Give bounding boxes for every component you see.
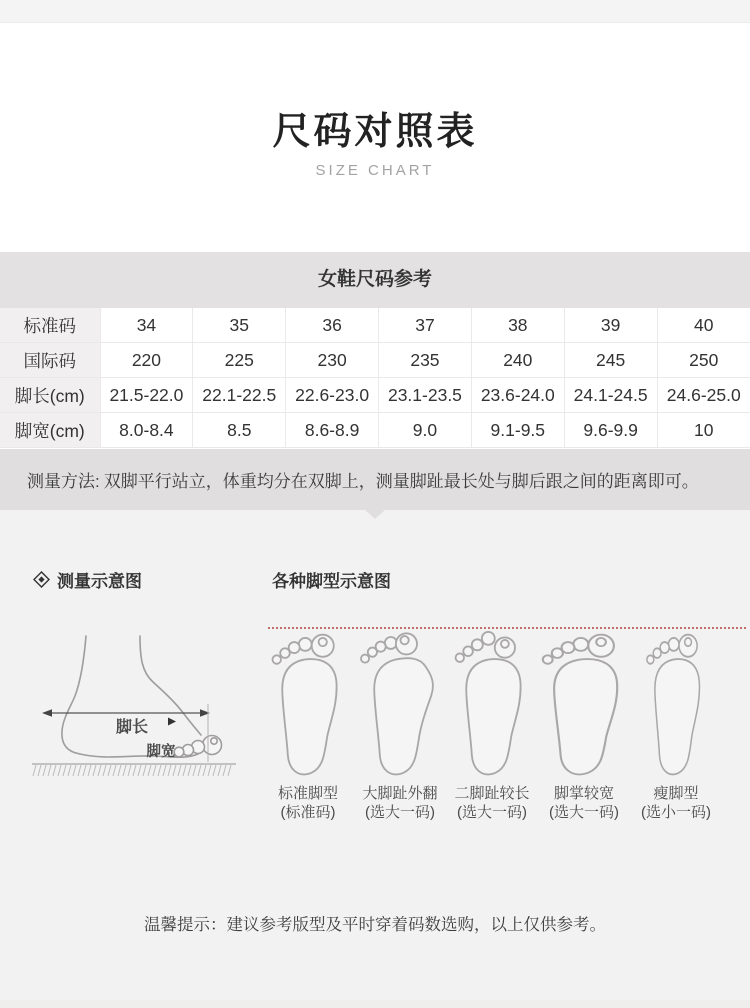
foot-type-advice: (选大一码) bbox=[365, 804, 435, 821]
size-cell: 23.6-24.0 bbox=[471, 378, 564, 413]
measure-method-text: 双脚平行站立，体重均分在双脚上，测量脚趾最长处与脚后跟之间的距离即可。 bbox=[103, 472, 699, 491]
foot-type-name: 大脚趾外翻 bbox=[362, 785, 438, 802]
foot-outline bbox=[446, 630, 538, 782]
size-cell: 220 bbox=[100, 343, 193, 378]
foot-type-item bbox=[354, 630, 446, 822]
size-cell: 250 bbox=[657, 343, 750, 378]
foot-outline bbox=[354, 630, 446, 782]
size-cell: 8.0-8.4 bbox=[100, 413, 193, 448]
foot-type-name: 瘦脚型 bbox=[653, 785, 699, 802]
size-cell: 240 bbox=[471, 343, 564, 378]
size-table-title: 女鞋尺码参考 bbox=[0, 252, 750, 308]
size-cell: 35 bbox=[193, 308, 286, 343]
size-cell: 9.1-9.5 bbox=[471, 413, 564, 448]
size-cell: 40 bbox=[657, 308, 750, 343]
foot-width-label: 脚宽 bbox=[146, 744, 176, 760]
foot-outline bbox=[538, 630, 630, 782]
foot-outline bbox=[262, 630, 354, 782]
size-cell: 23.1-23.5 bbox=[379, 378, 472, 413]
size-cell: 8.6-8.9 bbox=[286, 413, 379, 448]
top-strip bbox=[0, 0, 750, 23]
size-cell: 9.0 bbox=[379, 413, 472, 448]
measure-method-label: 测量方法: bbox=[27, 472, 100, 491]
size-cell: 225 bbox=[193, 343, 286, 378]
page-subtitle: SIZE CHART bbox=[315, 162, 435, 179]
size-cell: 22.1-22.5 bbox=[193, 378, 286, 413]
size-cell: 38 bbox=[471, 308, 564, 343]
foot-outline bbox=[630, 630, 722, 782]
size-cell: 37 bbox=[379, 308, 472, 343]
foot-length-label: 脚长 bbox=[115, 719, 149, 736]
toe-reference-dotted-line bbox=[268, 627, 746, 629]
foot-type-advice: (选大一码) bbox=[457, 804, 527, 821]
foot-types-heading: 各种脚型示意图 bbox=[272, 572, 391, 591]
size-cell: 8.5 bbox=[193, 413, 286, 448]
size-cell: 230 bbox=[286, 343, 379, 378]
size-table-row bbox=[0, 308, 750, 343]
size-table-row bbox=[0, 343, 750, 378]
size-cell: 9.6-9.9 bbox=[564, 413, 657, 448]
size-cell: 39 bbox=[564, 308, 657, 343]
size-cell: 235 bbox=[379, 343, 472, 378]
size-cell: 24.6-25.0 bbox=[657, 378, 750, 413]
diamond-icon bbox=[33, 571, 50, 588]
foot-type-name: 脚掌较宽 bbox=[553, 785, 614, 802]
note-band-notch bbox=[365, 510, 385, 519]
foot-type-name: 二脚趾较长 bbox=[454, 785, 530, 802]
foot-type-name: 标准脚型 bbox=[277, 785, 338, 802]
row-label: 国际码 bbox=[0, 343, 100, 378]
size-table-block bbox=[0, 252, 750, 448]
size-table bbox=[0, 308, 750, 448]
size-cell: 24.1-24.5 bbox=[564, 378, 657, 413]
row-label: 脚长(cm) bbox=[0, 378, 100, 413]
row-label: 标准码 bbox=[0, 308, 100, 343]
foot-type-item bbox=[538, 630, 630, 822]
size-cell: 245 bbox=[564, 343, 657, 378]
foot-type-item bbox=[262, 630, 354, 822]
size-cell: 10 bbox=[657, 413, 750, 448]
bottom-strip bbox=[0, 1000, 750, 1008]
size-cell: 34 bbox=[100, 308, 193, 343]
measure-diagram-heading-label: 测量示意图 bbox=[57, 572, 142, 591]
foot-type-advice: (标准码) bbox=[280, 804, 336, 821]
footer-note: 温馨提示：建议参考版型及平时穿着码数选购，以上仅供参考。 bbox=[144, 916, 606, 934]
measure-diagram-heading bbox=[33, 567, 142, 592]
foot-type-advice: (选大一码) bbox=[549, 804, 619, 821]
ground-hatch bbox=[32, 764, 236, 776]
foot-type-advice: (选小一码) bbox=[641, 804, 711, 821]
size-cell: 21.5-22.0 bbox=[100, 378, 193, 413]
foot-type-item bbox=[446, 630, 538, 822]
page-title: 尺码对照表 bbox=[272, 111, 478, 153]
foot-types-row bbox=[262, 630, 722, 822]
size-cell: 22.6-23.0 bbox=[286, 378, 379, 413]
size-cell: 36 bbox=[286, 308, 379, 343]
foot-measure-diagram bbox=[28, 634, 240, 782]
measure-method-note bbox=[0, 449, 750, 510]
size-table-row bbox=[0, 413, 750, 448]
foot-type-item bbox=[630, 630, 722, 822]
row-label: 脚宽(cm) bbox=[0, 413, 100, 448]
size-table-row bbox=[0, 378, 750, 413]
